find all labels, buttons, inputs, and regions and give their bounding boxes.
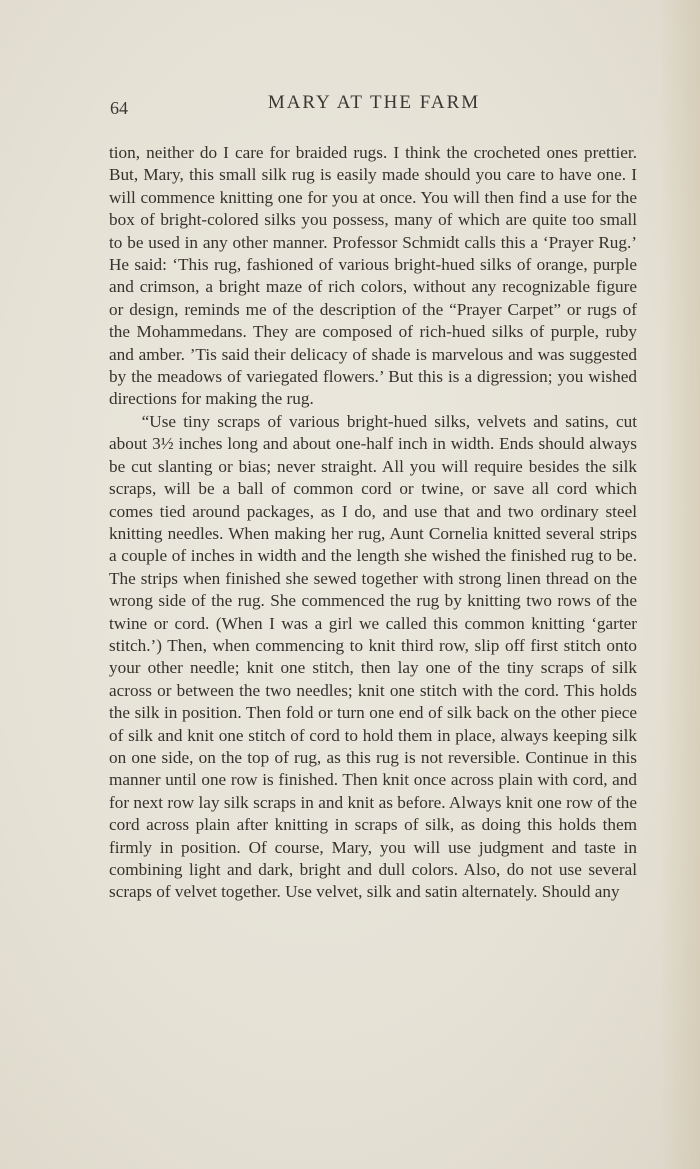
page-header [110, 90, 638, 120]
paragraph-continued: tion, neither do I care for braided rugs. I think the crocheted ones prettier. But, Mary, this small silk rug is easily made should you care to have one. I will commence knitting one for you at once. You will then find a use for the box of bright-colored silks you possess, many of which are quite too small to be used in any other manner. Professor Schmidt calls this a ‘Prayer Rug.’ He said: ‘This rug, fashioned of various bright-hued silks of orange, purple and crimson, a bright maze of rich colors, without any recognizable figure or design, reminds me of the description of the “Prayer Carpet” or rugs of the Mohammedans. They are composed of rich-hued silks of purple, ruby and amber. ’Tis said their delicacy of shade is marvelous and was suggested by the meadows of variegated flowers.’ But this is a digression; you wished directions for making the rug. [109, 143, 637, 409]
paragraph-rug-directions: “Use tiny scraps of various bright-hued silks, velvets and satins, cut about 3½ inches long and about one-half inch in width. Ends should always be cut slanting or bias; never straight. All you will require besides the silk scraps, will be a ball of common cord or twine, or save all cord which comes tied around packages, as I do, and use that and two ordinary steel knitting needles. When making her rug, Aunt Cornelia knitted several strips a couple of inches in width and the length she wished the finished rug to be. The strips when finished she sewed together with strong linen thread on the wrong side of the rug. She commenced the rug by knitting two rows of the twine or cord. (When I was a girl we called this common knitting ‘garter stitch.’) Then, when commencing to knit third row, slip off first stitch onto your other needle; knit one stitch, then lay one of the tiny scraps of silk across or between the two needles; knit one stitch with the cord. This holds the silk in position. Then fold or turn one end of silk back on the other piece of silk and knit one stitch of cord to hold them in place, always keeping silk on one side, on the top of rug, as this rug is not reversible. Continue in this manner until one row is finished. Then knit once across plain with cord, and for next row lay silk scraps in and knit as before. Always knit one row of the cord across plain after knitting in scraps of silk, as doing this holds them firmly in position. Of course, Mary, you will use judgment and taste in combining light and dark, bright and dull colors. Also, do not use several scraps of velvet together. Use velvet, silk and satin alternately. Should any [109, 411, 637, 902]
page-edge-shading [660, 0, 700, 1169]
page-number: 64 [110, 98, 128, 118]
running-head: MARY AT THE FARM [267, 92, 481, 113]
body-text [109, 142, 637, 904]
